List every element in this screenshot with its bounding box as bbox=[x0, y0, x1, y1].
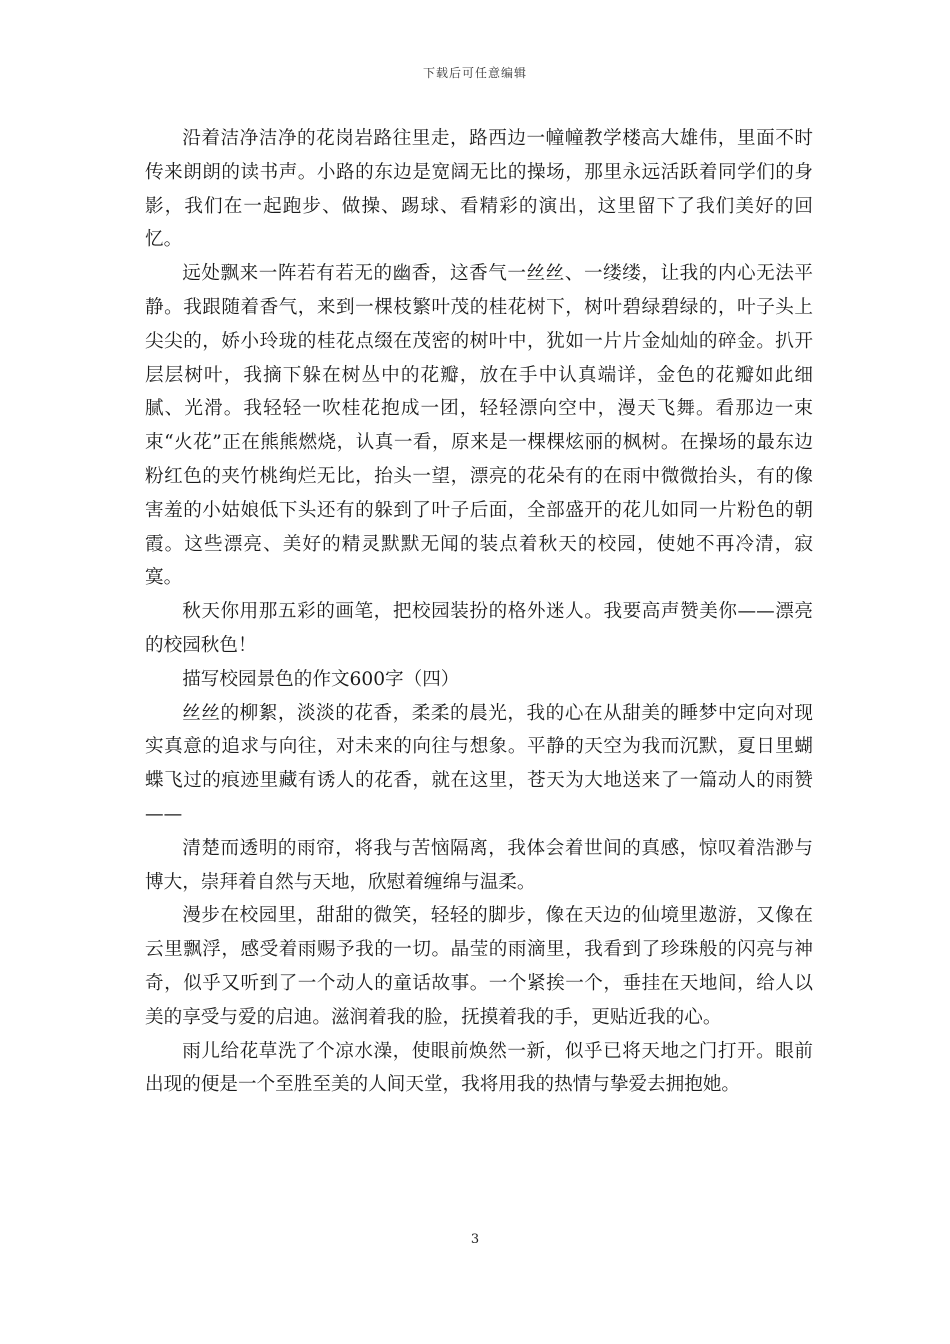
page-header: 下载后可任意编辑 bbox=[422, 66, 527, 80]
document-body bbox=[145, 122, 813, 1102]
paragraph-osmanthus: 远处飘来一阵若有若无的幽香，这香气一丝丝、一缕缕，让我的内心无法平静。我跟随着香气，来到一棵枝繁叶茂的桂花树下，树叶碧绿碧绿的，叶子头上尖尖的，娇小玲珑的桂花点缀在茂密的树叶中，犹如一片片金灿灿的碎金。扒开层层树叶，我摘下躲在树丛中的花瓣，放在手中认真端详，金色的花瓣如此细腻、光滑。我轻轻一吹桂花抱成一团，轻轻漂向空中，漫天飞舞。看那边一束束“火花”正在熊熊燃烧，认真一看，原来是一棵棵炫丽的枫树。在操场的最东边粉红色的夹竹桃绚烂无比，抬头一望，漂亮的花朵有的在雨中微微抬头，有的像害羞的小姑娘低下头还有的躲到了叶子后面，全部盛开的花儿如同一片粉色的朝霞。这些漂亮、美好的精灵默默无闻的装点着秋天的校园，使她不再冷清，寂寞。 bbox=[145, 263, 813, 589]
paragraph-rain-curtain: 清楚而透明的雨帘，将我与苦恼隔离，我体会着世间的真感，惊叹着浩渺与博大，崇拜着自然与天地，欣慰着缠绵与温柔。 bbox=[145, 837, 813, 893]
section-title: 描写校园景色的作文600字（四） bbox=[182, 668, 460, 690]
paragraph-autumn-praise: 秋天你用那五彩的画笔，把校园装扮的格外迷人。我要高声赞美你——漂亮的校园秋色！ bbox=[145, 601, 813, 656]
paragraph-campus-path: 沿着洁净洁净的花岗岩路往里走，路西边一幢幢教学楼高大雄伟，里面不时传来朗朗的读书声。小路的东边是宽阔无比的操场，那里永远活跃着同学们的身影，我们在一起跑步、做操、踢球、看精彩的演出，这里留下了我们美好的回忆。 bbox=[145, 128, 813, 251]
paragraph-rain-bath: 雨儿给花草洗了个凉水澡，使眼前焕然一新，似乎已将天地之门打开。眼前出现的便是一个至胜至美的人间天堂，我将用我的热情与挚爱去拥抱她。 bbox=[145, 1040, 813, 1096]
page-number: 3 bbox=[470, 1232, 480, 1247]
paragraph-catkins: 丝丝的柳絮，淡淡的花香，柔柔的晨光，我的心在从甜美的睡梦中定向对现实真意的追求与向往，对未来的向往与想象。平静的天空为我而沉默，夏日里蝴蝶飞过的痕迹里藏有诱人的花香，就在这里，苍天为大地送来了一篇动人的雨赞—— bbox=[145, 702, 813, 825]
paragraph-stroll: 漫步在校园里，甜甜的微笑，轻轻的脚步，像在天边的仙境里遨游，又像在云里飘浮，感受着雨赐予我的一切。晶莹的雨滴里，我看到了珍珠般的闪亮与神奇，似乎又听到了一个动人的童话故事。一个紧挨一个，垂挂在天地间，给人以美的享受与爱的启迪。滋润着我的脸，抚摸着我的手，更贴近我的心。 bbox=[145, 905, 813, 1028]
